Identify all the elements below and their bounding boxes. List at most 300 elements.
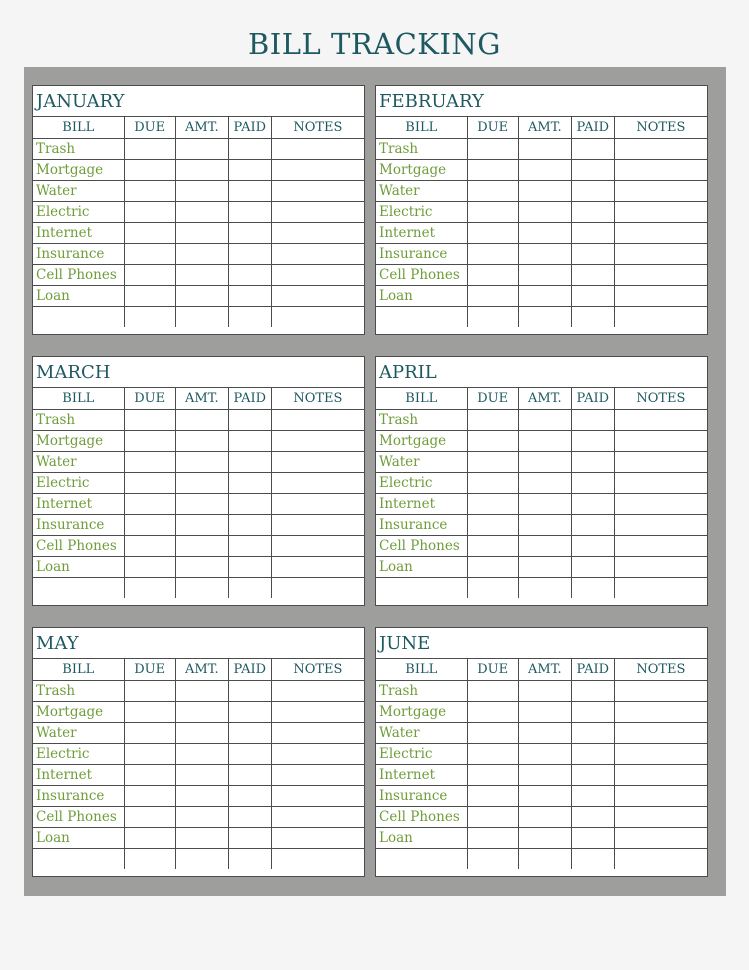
entry-cell-due[interactable] <box>467 556 518 577</box>
entry-cell-due[interactable] <box>467 743 518 764</box>
column-header-notes: NOTES <box>614 117 707 138</box>
entry-cell-due[interactable] <box>124 159 175 180</box>
entry-cell-amt[interactable] <box>175 306 228 327</box>
entry-cell-amt[interactable] <box>175 556 228 577</box>
entry-cell-amt[interactable] <box>175 514 228 535</box>
table-row <box>33 201 364 222</box>
entry-cell-due[interactable] <box>124 806 175 827</box>
entry-cell-notes[interactable] <box>271 409 364 430</box>
entry-cell-due[interactable] <box>467 806 518 827</box>
entry-cell-notes[interactable] <box>271 451 364 472</box>
entry-cell-paid[interactable] <box>228 430 271 451</box>
entry-cell-notes[interactable] <box>614 222 707 243</box>
entry-cell-notes[interactable] <box>614 430 707 451</box>
entry-cell-paid[interactable] <box>228 827 271 848</box>
entry-cell-paid[interactable] <box>228 701 271 722</box>
entry-cell-paid[interactable] <box>571 159 614 180</box>
entry-cell-paid[interactable] <box>571 680 614 701</box>
entry-cell-amt[interactable] <box>518 514 571 535</box>
entry-cell-paid[interactable] <box>228 243 271 264</box>
column-header-row <box>376 388 707 409</box>
entry-cell-amt[interactable] <box>518 409 571 430</box>
entry-cell-notes[interactable] <box>271 243 364 264</box>
bill-name-cell: Trash <box>33 680 124 701</box>
entry-cell-notes[interactable] <box>271 764 364 785</box>
bill-name-cell <box>33 577 124 598</box>
table-row <box>376 285 707 306</box>
entry-cell-due[interactable] <box>467 701 518 722</box>
column-header-due: DUE <box>124 659 175 680</box>
entry-cell-paid[interactable] <box>228 472 271 493</box>
entry-cell-due[interactable] <box>124 222 175 243</box>
entry-cell-due[interactable] <box>124 472 175 493</box>
bill-name-cell: Internet <box>376 222 467 243</box>
entry-cell-amt[interactable] <box>518 722 571 743</box>
month-title: JUNE <box>376 628 707 659</box>
entry-cell-notes[interactable] <box>614 577 707 598</box>
entry-cell-due[interactable] <box>124 409 175 430</box>
entry-cell-due[interactable] <box>124 848 175 869</box>
entry-cell-notes[interactable] <box>614 306 707 327</box>
entry-cell-notes[interactable] <box>614 827 707 848</box>
entry-cell-amt[interactable] <box>518 201 571 222</box>
entry-cell-amt[interactable] <box>175 243 228 264</box>
entry-cell-paid[interactable] <box>571 785 614 806</box>
bill-name-cell: Cell Phones <box>376 806 467 827</box>
entry-cell-due[interactable] <box>124 451 175 472</box>
bill-name-cell: Internet <box>33 493 124 514</box>
entry-cell-notes[interactable] <box>271 514 364 535</box>
entry-cell-due[interactable] <box>124 556 175 577</box>
column-header-row <box>33 388 364 409</box>
entry-cell-notes[interactable] <box>271 430 364 451</box>
bill-name-cell: Electric <box>376 472 467 493</box>
entry-cell-paid[interactable] <box>228 264 271 285</box>
bill-name-cell: Cell Phones <box>376 264 467 285</box>
entry-cell-amt[interactable] <box>175 180 228 201</box>
column-header-amt: AMT. <box>175 659 228 680</box>
entry-cell-notes[interactable] <box>614 743 707 764</box>
entry-cell-notes[interactable] <box>271 180 364 201</box>
entry-cell-notes[interactable] <box>271 848 364 869</box>
entry-cell-amt[interactable] <box>518 222 571 243</box>
column-header-paid: PAID <box>228 117 271 138</box>
entry-cell-due[interactable] <box>467 201 518 222</box>
entry-cell-due[interactable] <box>467 138 518 159</box>
bill-name-cell: Loan <box>376 827 467 848</box>
entry-cell-paid[interactable] <box>228 743 271 764</box>
entry-cell-notes[interactable] <box>271 785 364 806</box>
table-row <box>376 680 707 701</box>
entry-cell-notes[interactable] <box>614 535 707 556</box>
bill-name-cell: Electric <box>376 743 467 764</box>
entry-cell-amt[interactable] <box>518 764 571 785</box>
entry-cell-amt[interactable] <box>175 680 228 701</box>
entry-cell-due[interactable] <box>467 680 518 701</box>
entry-cell-due[interactable] <box>124 264 175 285</box>
table-row <box>33 743 364 764</box>
entry-cell-due[interactable] <box>467 264 518 285</box>
entry-cell-due[interactable] <box>467 159 518 180</box>
entry-cell-amt[interactable] <box>175 535 228 556</box>
entry-cell-notes[interactable] <box>271 743 364 764</box>
entry-cell-due[interactable] <box>467 451 518 472</box>
entry-cell-paid[interactable] <box>571 764 614 785</box>
entry-cell-paid[interactable] <box>571 556 614 577</box>
entry-cell-paid[interactable] <box>228 159 271 180</box>
table-row <box>376 785 707 806</box>
entry-cell-notes[interactable] <box>614 138 707 159</box>
bill-name-cell <box>33 848 124 869</box>
entry-cell-notes[interactable] <box>614 556 707 577</box>
entry-cell-paid[interactable] <box>228 493 271 514</box>
column-header-notes: NOTES <box>271 117 364 138</box>
entry-cell-paid[interactable] <box>571 451 614 472</box>
entry-cell-due[interactable] <box>467 785 518 806</box>
entry-cell-amt[interactable] <box>518 180 571 201</box>
entry-cell-paid[interactable] <box>571 535 614 556</box>
entry-cell-amt[interactable] <box>175 159 228 180</box>
entry-cell-paid[interactable] <box>571 743 614 764</box>
bill-name-cell: Internet <box>33 222 124 243</box>
entry-cell-amt[interactable] <box>518 743 571 764</box>
entry-cell-paid[interactable] <box>228 806 271 827</box>
entry-cell-amt[interactable] <box>175 577 228 598</box>
entry-cell-amt[interactable] <box>175 222 228 243</box>
entry-cell-amt[interactable] <box>175 827 228 848</box>
bill-name-cell: Insurance <box>33 243 124 264</box>
bill-table <box>376 117 707 327</box>
entry-cell-notes[interactable] <box>271 201 364 222</box>
entry-cell-paid[interactable] <box>228 306 271 327</box>
entry-cell-paid[interactable] <box>228 285 271 306</box>
entry-cell-notes[interactable] <box>614 451 707 472</box>
bill-name-cell: Water <box>376 451 467 472</box>
entry-cell-due[interactable] <box>467 577 518 598</box>
bill-name-cell: Insurance <box>376 243 467 264</box>
table-row <box>376 556 707 577</box>
entry-cell-due[interactable] <box>124 180 175 201</box>
entry-cell-notes[interactable] <box>614 409 707 430</box>
entry-cell-due[interactable] <box>124 243 175 264</box>
table-row <box>33 222 364 243</box>
entry-cell-paid[interactable] <box>228 201 271 222</box>
entry-cell-paid[interactable] <box>571 827 614 848</box>
bill-name-cell <box>376 577 467 598</box>
entry-cell-amt[interactable] <box>518 535 571 556</box>
entry-cell-paid[interactable] <box>571 472 614 493</box>
entry-cell-due[interactable] <box>124 680 175 701</box>
column-header-amt: AMT. <box>518 659 571 680</box>
month-panel-march <box>32 356 365 606</box>
entry-cell-amt[interactable] <box>518 785 571 806</box>
entry-cell-paid[interactable] <box>571 493 614 514</box>
entry-cell-amt[interactable] <box>518 827 571 848</box>
bill-name-cell <box>376 306 467 327</box>
entry-cell-due[interactable] <box>124 493 175 514</box>
entry-cell-due[interactable] <box>124 285 175 306</box>
entry-cell-paid[interactable] <box>228 180 271 201</box>
entry-cell-notes[interactable] <box>614 243 707 264</box>
entry-cell-due[interactable] <box>124 701 175 722</box>
entry-cell-due[interactable] <box>467 848 518 869</box>
bill-name-cell: Trash <box>33 409 124 430</box>
bill-name-cell: Insurance <box>376 514 467 535</box>
entry-cell-due[interactable] <box>124 785 175 806</box>
entry-cell-amt[interactable] <box>518 493 571 514</box>
entry-cell-paid[interactable] <box>571 577 614 598</box>
bill-name-cell: Trash <box>376 680 467 701</box>
entry-cell-amt[interactable] <box>518 848 571 869</box>
entry-cell-due[interactable] <box>124 514 175 535</box>
entry-cell-paid[interactable] <box>228 848 271 869</box>
column-header-due: DUE <box>467 388 518 409</box>
entry-cell-amt[interactable] <box>175 743 228 764</box>
entry-cell-due[interactable] <box>124 722 175 743</box>
table-row <box>33 472 364 493</box>
entry-cell-notes[interactable] <box>271 556 364 577</box>
entry-cell-paid[interactable] <box>571 848 614 869</box>
bill-name-cell: Trash <box>376 138 467 159</box>
entry-cell-paid[interactable] <box>228 680 271 701</box>
column-header-notes: NOTES <box>271 388 364 409</box>
entry-cell-due[interactable] <box>467 535 518 556</box>
entry-cell-paid[interactable] <box>571 514 614 535</box>
entry-cell-due[interactable] <box>467 306 518 327</box>
entry-cell-notes[interactable] <box>271 806 364 827</box>
entry-cell-notes[interactable] <box>614 680 707 701</box>
entry-cell-paid[interactable] <box>571 201 614 222</box>
entry-cell-amt[interactable] <box>518 556 571 577</box>
entry-cell-paid[interactable] <box>228 577 271 598</box>
month-panel-june <box>375 627 708 877</box>
table-row <box>376 409 707 430</box>
column-header-notes: NOTES <box>614 388 707 409</box>
entry-cell-due[interactable] <box>467 472 518 493</box>
entry-cell-amt[interactable] <box>518 680 571 701</box>
entry-cell-due[interactable] <box>467 222 518 243</box>
entry-cell-paid[interactable] <box>228 722 271 743</box>
entry-cell-amt[interactable] <box>518 806 571 827</box>
entry-cell-amt[interactable] <box>175 785 228 806</box>
table-row <box>33 556 364 577</box>
table-row <box>33 514 364 535</box>
entry-cell-notes[interactable] <box>271 264 364 285</box>
entry-cell-notes[interactable] <box>614 159 707 180</box>
entry-cell-due[interactable] <box>467 493 518 514</box>
entry-cell-paid[interactable] <box>228 138 271 159</box>
entry-cell-due[interactable] <box>467 430 518 451</box>
entry-cell-paid[interactable] <box>571 264 614 285</box>
table-row <box>33 535 364 556</box>
bill-name-cell: Trash <box>376 409 467 430</box>
column-header-bill: BILL <box>376 388 467 409</box>
entry-cell-amt[interactable] <box>518 138 571 159</box>
table-row <box>376 827 707 848</box>
bill-name-cell: Loan <box>33 556 124 577</box>
entry-cell-notes[interactable] <box>271 493 364 514</box>
column-header-bill: BILL <box>376 117 467 138</box>
table-row <box>33 701 364 722</box>
table-row <box>376 138 707 159</box>
entry-cell-amt[interactable] <box>175 806 228 827</box>
bill-name-cell: Cell Phones <box>33 806 124 827</box>
entry-cell-due[interactable] <box>124 138 175 159</box>
entry-cell-due[interactable] <box>124 535 175 556</box>
entry-cell-paid[interactable] <box>571 285 614 306</box>
entry-cell-due[interactable] <box>124 577 175 598</box>
column-header-paid: PAID <box>228 659 271 680</box>
entry-cell-amt[interactable] <box>175 701 228 722</box>
month-panel-february <box>375 85 708 335</box>
entry-cell-due[interactable] <box>467 722 518 743</box>
entry-cell-due[interactable] <box>124 743 175 764</box>
entry-cell-amt[interactable] <box>175 764 228 785</box>
entry-cell-paid[interactable] <box>571 180 614 201</box>
entry-cell-amt[interactable] <box>518 285 571 306</box>
bill-table <box>33 117 364 327</box>
entry-cell-amt[interactable] <box>518 472 571 493</box>
bill-name-cell: Water <box>33 722 124 743</box>
entry-cell-amt[interactable] <box>175 493 228 514</box>
bill-name-cell: Cell Phones <box>33 535 124 556</box>
entry-cell-notes[interactable] <box>614 785 707 806</box>
entry-cell-amt[interactable] <box>518 430 571 451</box>
entry-cell-notes[interactable] <box>614 493 707 514</box>
entry-cell-amt[interactable] <box>175 201 228 222</box>
entry-cell-amt[interactable] <box>518 451 571 472</box>
entry-cell-notes[interactable] <box>271 827 364 848</box>
entry-cell-notes[interactable] <box>614 701 707 722</box>
entry-cell-paid[interactable] <box>228 514 271 535</box>
entry-cell-notes[interactable] <box>271 472 364 493</box>
entry-cell-amt[interactable] <box>175 409 228 430</box>
column-header-paid: PAID <box>571 388 614 409</box>
entry-cell-amt[interactable] <box>175 472 228 493</box>
entry-cell-notes[interactable] <box>271 306 364 327</box>
entry-cell-due[interactable] <box>124 764 175 785</box>
entry-cell-due[interactable] <box>124 306 175 327</box>
entry-cell-paid[interactable] <box>571 306 614 327</box>
entry-cell-notes[interactable] <box>614 180 707 201</box>
entry-cell-due[interactable] <box>467 514 518 535</box>
table-row <box>33 785 364 806</box>
entry-cell-amt[interactable] <box>175 722 228 743</box>
bill-name-cell: Mortgage <box>33 430 124 451</box>
column-header-row <box>376 117 707 138</box>
entry-cell-amt[interactable] <box>518 264 571 285</box>
entry-cell-notes[interactable] <box>271 285 364 306</box>
entry-cell-paid[interactable] <box>571 138 614 159</box>
entry-cell-notes[interactable] <box>614 285 707 306</box>
entry-cell-paid[interactable] <box>571 430 614 451</box>
entry-cell-paid[interactable] <box>571 701 614 722</box>
entry-cell-notes[interactable] <box>271 222 364 243</box>
table-row <box>376 493 707 514</box>
table-row <box>376 806 707 827</box>
entry-cell-notes[interactable] <box>271 159 364 180</box>
entry-cell-paid[interactable] <box>571 222 614 243</box>
bill-name-cell: Mortgage <box>33 701 124 722</box>
column-header-paid: PAID <box>228 388 271 409</box>
bill-name-cell: Cell Phones <box>33 264 124 285</box>
entry-cell-due[interactable] <box>467 827 518 848</box>
entry-cell-paid[interactable] <box>571 806 614 827</box>
column-header-amt: AMT. <box>175 388 228 409</box>
entry-cell-notes[interactable] <box>614 764 707 785</box>
entry-cell-notes[interactable] <box>614 514 707 535</box>
entry-cell-amt[interactable] <box>518 243 571 264</box>
table-row <box>376 201 707 222</box>
entry-cell-due[interactable] <box>467 180 518 201</box>
column-header-due: DUE <box>124 388 175 409</box>
entry-cell-notes[interactable] <box>271 577 364 598</box>
entry-cell-amt[interactable] <box>518 306 571 327</box>
table-row <box>33 243 364 264</box>
entry-cell-notes[interactable] <box>614 201 707 222</box>
entry-cell-amt[interactable] <box>518 577 571 598</box>
table-row <box>33 493 364 514</box>
entry-cell-paid[interactable] <box>228 764 271 785</box>
entry-cell-amt[interactable] <box>175 264 228 285</box>
bill-name-cell: Insurance <box>376 785 467 806</box>
entry-cell-due[interactable] <box>467 409 518 430</box>
bill-tracking-board <box>24 67 726 896</box>
entry-cell-amt[interactable] <box>175 285 228 306</box>
table-row <box>376 243 707 264</box>
table-row <box>376 764 707 785</box>
entry-cell-notes[interactable] <box>614 722 707 743</box>
entry-cell-paid[interactable] <box>228 451 271 472</box>
entry-cell-due[interactable] <box>124 430 175 451</box>
entry-cell-due[interactable] <box>467 764 518 785</box>
entry-cell-paid[interactable] <box>571 243 614 264</box>
entry-cell-notes[interactable] <box>614 264 707 285</box>
entry-cell-notes[interactable] <box>271 680 364 701</box>
entry-cell-paid[interactable] <box>228 535 271 556</box>
entry-cell-paid[interactable] <box>571 722 614 743</box>
column-header-row <box>33 659 364 680</box>
table-row <box>33 138 364 159</box>
entry-cell-due[interactable] <box>467 243 518 264</box>
table-row <box>376 451 707 472</box>
entry-cell-paid[interactable] <box>228 222 271 243</box>
entry-cell-amt[interactable] <box>175 430 228 451</box>
entry-cell-notes[interactable] <box>271 701 364 722</box>
table-row <box>33 409 364 430</box>
entry-cell-notes[interactable] <box>271 535 364 556</box>
entry-cell-paid[interactable] <box>571 409 614 430</box>
entry-cell-due[interactable] <box>124 827 175 848</box>
entry-cell-amt[interactable] <box>518 159 571 180</box>
entry-cell-due[interactable] <box>467 285 518 306</box>
entry-cell-paid[interactable] <box>228 556 271 577</box>
table-row <box>376 514 707 535</box>
entry-cell-amt[interactable] <box>175 848 228 869</box>
entry-cell-notes[interactable] <box>271 722 364 743</box>
entry-cell-amt[interactable] <box>518 701 571 722</box>
entry-cell-paid[interactable] <box>228 785 271 806</box>
entry-cell-notes[interactable] <box>271 138 364 159</box>
entry-cell-amt[interactable] <box>175 138 228 159</box>
column-header-amt: AMT. <box>518 388 571 409</box>
entry-cell-paid[interactable] <box>228 409 271 430</box>
entry-cell-notes[interactable] <box>614 848 707 869</box>
entry-cell-notes[interactable] <box>614 472 707 493</box>
entry-cell-notes[interactable] <box>614 806 707 827</box>
entry-cell-amt[interactable] <box>175 451 228 472</box>
entry-cell-due[interactable] <box>124 201 175 222</box>
